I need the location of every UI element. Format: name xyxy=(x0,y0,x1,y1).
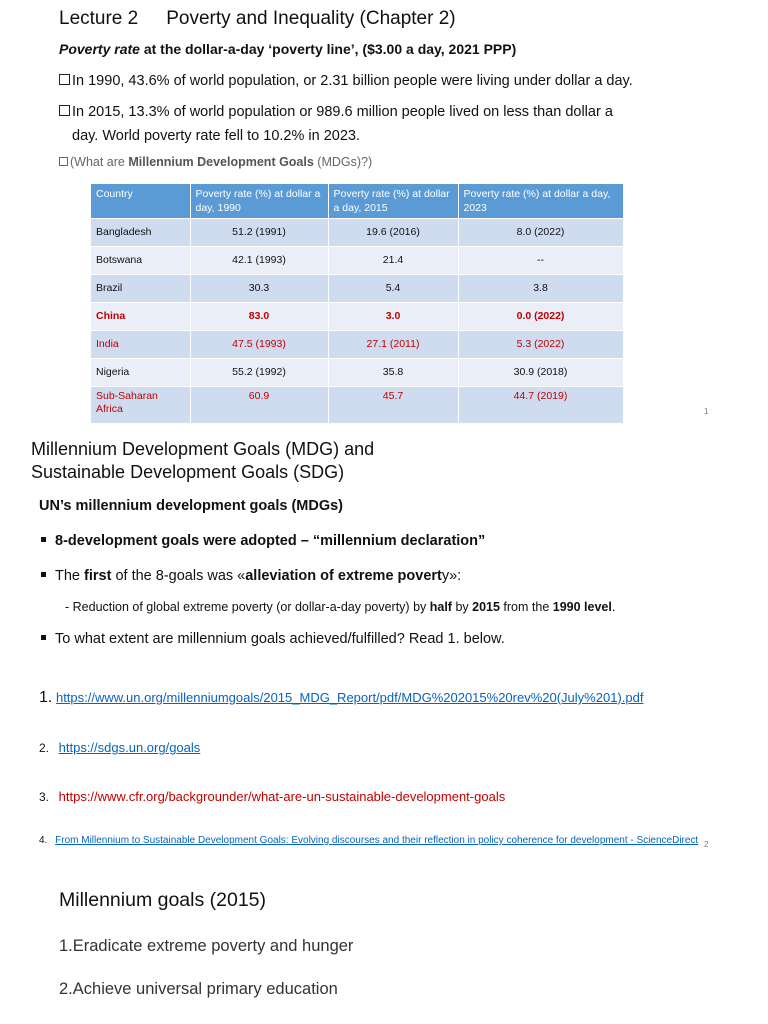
sciencedirect-article-link[interactable]: From Millennium to Sustainable Development Goals: Evolving discourses and their reflection in policy coherence for development - ScienceDirect xyxy=(55,835,699,846)
bullet-declaration-text: 8-development goals were adopted – “millennium declaration” xyxy=(55,533,486,549)
page-number-1: 1 xyxy=(704,407,709,416)
text-end: . xyxy=(611,600,616,614)
text-post: y»: xyxy=(441,568,462,584)
table-header-row xyxy=(91,184,623,219)
table-row xyxy=(91,387,623,424)
text-pre: The xyxy=(55,568,85,584)
checkbox-bullet-icon xyxy=(59,157,68,166)
bullet-2015-line1: In 2015, 13.3% of world population or 989.6 million people lived on less than dollar a xyxy=(72,104,613,120)
square-bullet-icon xyxy=(41,635,46,640)
table-row xyxy=(91,275,623,303)
text-half: half xyxy=(429,600,452,614)
note-post: (MDGs)?) xyxy=(313,155,373,169)
cfr-backgrounder-link[interactable]: https://www.cfr.org/backgrounder/what-are-un-sustainable-development-goals xyxy=(58,789,506,804)
square-bullet-icon xyxy=(41,572,46,577)
ref-number: 1. xyxy=(39,689,53,706)
page-number-2: 2 xyxy=(704,840,709,849)
sdgs-goals-link[interactable]: https://sdgs.un.org/goals xyxy=(58,740,201,755)
goal-item-2: 2.Achieve universal primary education xyxy=(59,980,338,998)
sub-bullet-reduction xyxy=(65,600,615,614)
note-bold: Millennium Development Goals xyxy=(128,155,314,169)
text-by: by xyxy=(451,600,473,614)
poverty-rate-subtitle xyxy=(59,41,516,57)
ref-number: 3. xyxy=(39,790,50,804)
text-pre: - Reduction of global extreme poverty (or dollar-a-day poverty) by xyxy=(65,600,430,614)
text-1990: 1990 level xyxy=(552,600,612,614)
table-row xyxy=(91,303,623,331)
header-country: Country xyxy=(91,184,190,219)
bullet-extent-text: To what extent are millennium goals achieved/fulfilled? Read 1. below. xyxy=(55,631,505,647)
table-cell: 3.0 xyxy=(328,303,458,331)
table-cell: Sub-Saharan Africa xyxy=(91,387,190,424)
table-cell: 45.7 xyxy=(328,387,458,424)
slide2-title xyxy=(31,438,374,484)
table-cell: India xyxy=(91,331,190,359)
subtitle-italic: Poverty rate xyxy=(59,41,140,57)
text-mid: of the 8-goals was « xyxy=(111,568,246,584)
table-cell: 44.7 (2019) xyxy=(458,387,623,424)
table-cell: -- xyxy=(458,247,623,275)
header-2015: Poverty rate (%) at dollar a day, 2015 xyxy=(328,184,458,219)
text-first: first xyxy=(84,568,112,584)
table-cell: Bangladesh xyxy=(91,219,190,247)
header-2023: Poverty rate (%) at dollar a day, 2023 xyxy=(458,184,623,219)
text-2015: 2015 xyxy=(472,600,500,614)
table-cell: Botswana xyxy=(91,247,190,275)
text-from: from the xyxy=(499,600,553,614)
table-cell: 30.3 xyxy=(190,275,328,303)
table-cell: Nigeria xyxy=(91,359,190,387)
table-cell: 47.5 (1993) xyxy=(190,331,328,359)
table-row xyxy=(91,359,623,387)
bullet-2015 xyxy=(59,100,613,148)
bullet-extent xyxy=(41,631,505,647)
goal-item-1: 1.Eradicate extreme poverty and hunger xyxy=(59,937,354,955)
ref-number: 4. xyxy=(39,835,48,846)
table-cell: 3.8 xyxy=(458,275,623,303)
table-row xyxy=(91,247,623,275)
bullet-1990-text: In 1990, 43.6% of world population, or 2.31 billion people were living under dollar a day. xyxy=(72,73,633,89)
subtitle-rest: at the dollar-a-day ‘poverty line’, ($3.00 a day, 2021 PPP) xyxy=(143,41,517,57)
table-cell: 51.2 (1991) xyxy=(190,219,328,247)
table-cell: 21.4 xyxy=(328,247,458,275)
table-cell: 35.8 xyxy=(328,359,458,387)
slide3-title: Millennium goals (2015) xyxy=(59,889,267,911)
bullet-2015-line2: day. World poverty rate fell to 10.2% in 2023. xyxy=(72,128,361,144)
bullet-first-goal xyxy=(41,568,461,584)
mdg-question-note xyxy=(59,155,372,169)
un-mdg-report-link[interactable]: https://www.un.org/millenniumgoals/2015_MDG_Report/pdf/MDG%202015%20rev%20(July%201).pdf xyxy=(55,690,644,705)
header-1990: Poverty rate (%) at dollar a day, 1990 xyxy=(190,184,328,219)
table-cell: 83.0 xyxy=(190,303,328,331)
table-row xyxy=(91,331,623,359)
table-cell: 60.9 xyxy=(190,387,328,424)
table-cell: 19.6 (2016) xyxy=(328,219,458,247)
table-row xyxy=(91,219,623,247)
slide2-title-line2: Sustainable Development Goals (SDG) xyxy=(31,462,345,482)
reference-3 xyxy=(39,789,505,804)
mdg-heading: UN’s millennium development goals (MDGs) xyxy=(39,498,344,514)
bullet-declaration xyxy=(41,533,485,549)
table-cell: 30.9 (2018) xyxy=(458,359,623,387)
table-cell: Brazil xyxy=(91,275,190,303)
table-cell: 55.2 (1992) xyxy=(190,359,328,387)
reference-2 xyxy=(39,740,200,755)
bullet-1990 xyxy=(59,69,633,93)
slide1-title xyxy=(59,8,456,30)
table-cell: 5.4 xyxy=(328,275,458,303)
table-cell: 27.1 (2011) xyxy=(328,331,458,359)
table-cell: 5.3 (2022) xyxy=(458,331,623,359)
lecture-topic: Poverty and Inequality (Chapter 2) xyxy=(166,8,456,29)
ref-number: 2. xyxy=(39,741,50,755)
table-cell: 42.1 (1993) xyxy=(190,247,328,275)
reference-1 xyxy=(39,689,643,707)
reference-4 xyxy=(39,834,699,847)
table-cell: 0.0 (2022) xyxy=(458,303,623,331)
slide2-title-line1: Millennium Development Goals (MDG) and xyxy=(31,439,375,459)
table-cell: China xyxy=(91,303,190,331)
table-cell: 8.0 (2022) xyxy=(458,219,623,247)
square-bullet-icon xyxy=(41,537,46,542)
checkbox-bullet-icon xyxy=(59,105,70,116)
text-bold: alleviation of extreme povert xyxy=(245,568,442,584)
lecture-label: Lecture 2 xyxy=(59,8,139,29)
note-pre: (What are xyxy=(70,155,129,169)
poverty-rate-table xyxy=(91,184,624,424)
checkbox-bullet-icon xyxy=(59,74,70,85)
